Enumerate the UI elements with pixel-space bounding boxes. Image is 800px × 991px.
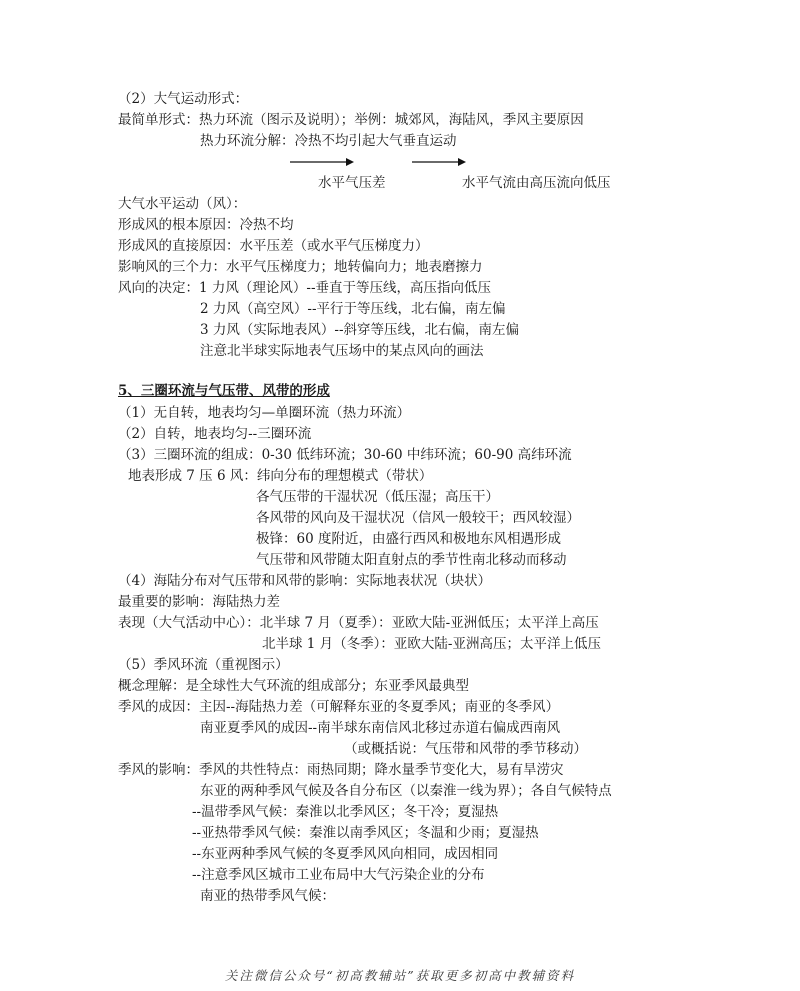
- monsoon-line-10: --东亚两种季风气候的冬夏季风风向相同，成因相同: [192, 846, 499, 862]
- arrow-right-icon: [412, 156, 466, 168]
- wind-note: 注意北半球实际地表气压场中的某点风向的画法: [200, 343, 484, 359]
- monsoon-line-11: --注意季风区城市工业布局中大气污染企业的分布: [192, 867, 485, 883]
- wind-direction-2: 2 力风（高空风）--平行于等压线，北右偏，南左偏: [200, 301, 506, 317]
- atmos-decompose: 热力环流分解：冷热不均引起大气垂直运动: [200, 133, 457, 149]
- monsoon-line-4: 南亚夏季风的成因--南半球东南信风北移过赤道右偏成西南风: [200, 720, 561, 736]
- monsoon-line-12: 南亚的热带季风气候：: [200, 888, 335, 904]
- wind-direct-cause: 形成风的直接原因：水平压差（或水平气压梯度力）: [118, 238, 429, 254]
- cells-line-6: 各风带的风向及干湿状况（信风一般较干；西风较湿）: [256, 510, 580, 526]
- monsoon-line-9: --亚热带季风气候：秦淮以南季风区；冬温和少雨；夏湿热: [192, 825, 539, 841]
- wind-root-cause: 形成风的根本原因：冷热不均: [118, 217, 294, 233]
- wind-title: 大气水平运动（风）：: [118, 196, 247, 212]
- monsoon-line-3: 季风的成因：主因--海陆热力差（可解释东亚的冬夏季风；南亚的冬季风）: [118, 699, 560, 715]
- wind-direction-3: 3 力风（实际地表风）--斜穿等压线，北右偏，南左偏: [200, 322, 520, 338]
- page-footer: 关注微信公众号“初高教辅站”获取更多初高中教辅资料: [224, 968, 576, 983]
- monsoon-line-2: 概念理解：是全球性大气环流的组成部分；东亚季风最典型: [118, 678, 469, 694]
- cells-line-4: 地表形成 7 压 6 风：纬向分布的理想模式（带状）: [128, 468, 433, 484]
- wind-direction-1: 风向的决定：1 力风（理论风）--垂直于等压线，高压指向低压: [118, 280, 492, 296]
- atmos-simplest-form: 最简单形式：热力环流（图示及说明）；举例：城郊风，海陆风，季风主要原因: [118, 112, 584, 128]
- atmos-heading: （2）大气运动形式：: [118, 91, 249, 107]
- monsoon-line-5: （或概括说：气压带和风带的季节移动）: [344, 741, 587, 757]
- wind-three-forces: 影响风的三个力：水平气压梯度力；地转偏向力；地表磨擦力: [118, 259, 483, 275]
- monsoon-line-1: （5）季风环流（重视图示）: [118, 657, 289, 673]
- monsoon-line-8: --温带季风气候：秦淮以北季风区；冬干冷；夏湿热: [192, 804, 499, 820]
- cells-line-9: （4）海陆分布对气压带和风带的影响：实际地表状况（块状）: [118, 573, 492, 589]
- cells-line-3: （3）三圈环流的组成：0-30 低纬环流；30-60 中纬环流；60-90 高纬环流: [118, 447, 572, 463]
- cells-line-1: （1）无自转，地表均匀—单圈环流（热力环流）: [118, 405, 411, 421]
- atmos-step-pressure-diff: 水平气压差: [318, 175, 386, 191]
- arrow-right-icon: [290, 156, 354, 168]
- cells-line-5: 各气压带的干湿状况（低压湿；高压干）: [256, 489, 499, 505]
- cells-line-8: 气压带和风带随太阳直射点的季节性南北移动而移动: [256, 552, 567, 568]
- monsoon-line-7: 东亚的两种季风气候及各自分布区（以秦淮一线为界）；各自气候特点: [200, 783, 612, 799]
- cells-line-7: 极锋：60 度附近，由盛行西风和极地东风相遇形成: [256, 531, 561, 547]
- cells-line-10: 最重要的影响：海陆热力差: [118, 594, 280, 610]
- cells-line-2: （2）自转，地表均匀--三圈环流: [118, 426, 312, 442]
- cells-line-12: 北半球 1 月（冬季）：亚欧大陆-亚洲高压；太平洋上低压: [262, 636, 601, 652]
- atmos-step-airflow: 水平气流由高压流向低压: [462, 175, 611, 191]
- cells-line-11: 表现（大气活动中心）：北半球 7 月（夏季）：亚欧大陆-亚洲低压；太平洋上高压: [118, 615, 599, 631]
- section-5-heading: 5、三圈环流与气压带、风带的形成: [118, 383, 330, 399]
- monsoon-line-6: 季风的影响：季风的共性特点：雨热同期；降水量季节变化大，易有旱涝灾: [118, 762, 564, 778]
